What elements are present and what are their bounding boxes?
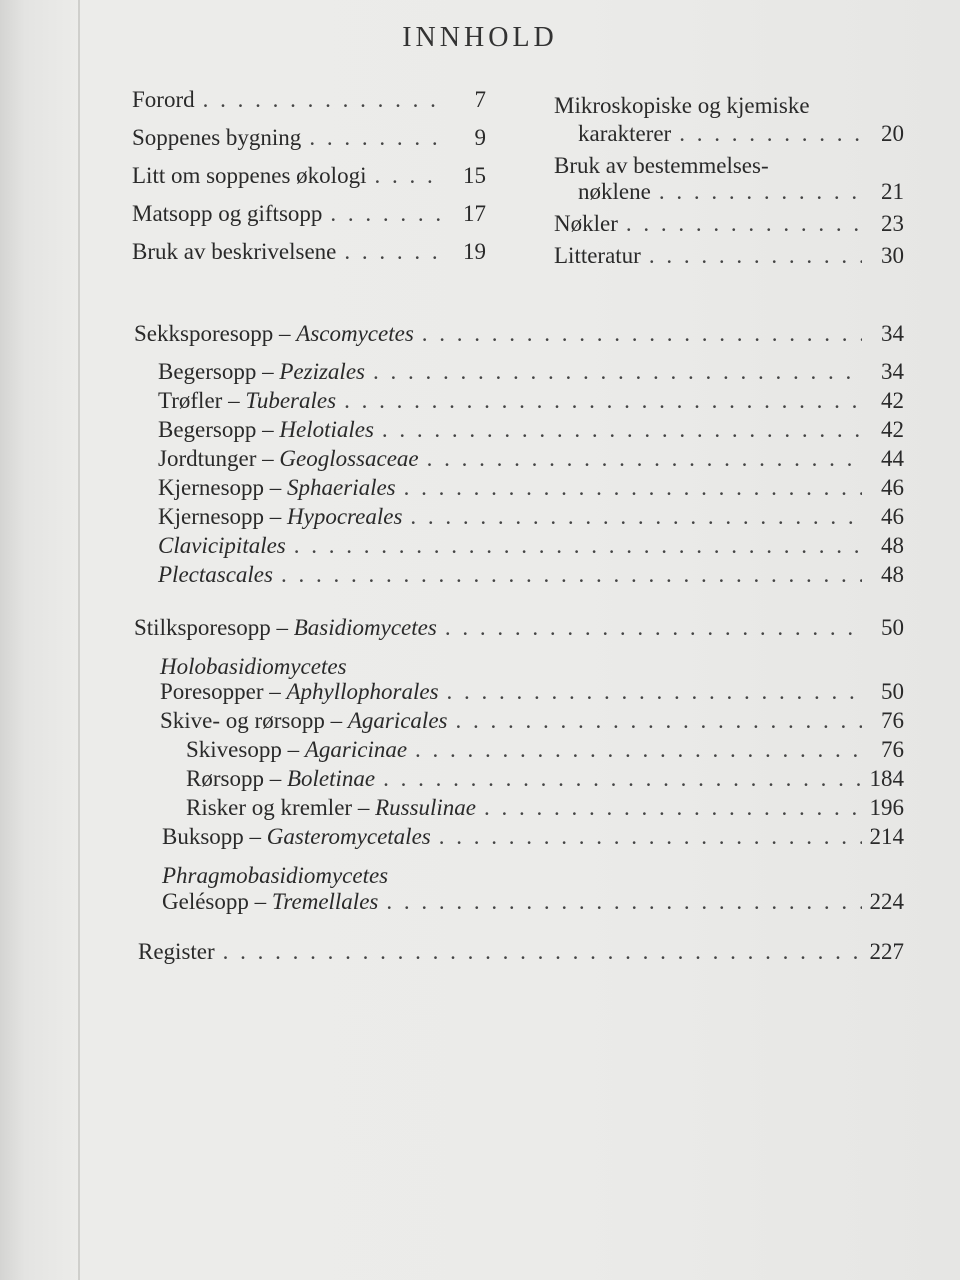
toc-entry[interactable]: Begersopp – Pezizales . . . 34 (158, 358, 904, 386)
toc-entry[interactable]: Skive- og rørsopp – Agaricales . . . 76 (160, 707, 904, 735)
toc-entry[interactable]: Kjernesopp – Sphaeriales . . . 46 (158, 474, 904, 502)
toc-entry[interactable]: Begersopp – Helotiales . . . 42 (158, 416, 904, 444)
toc-entry-register[interactable]: Register . . . 227 (138, 938, 904, 966)
toc-entry[interactable]: Plectascales . . . 48 (158, 561, 904, 589)
toc-entry[interactable]: Forord . . . 7 (132, 86, 486, 114)
toc-entry[interactable]: Nøkler . . . 23 (554, 210, 904, 238)
toc-entry[interactable]: Matsopp og giftsopp . . . 17 (132, 200, 486, 228)
toc-entry[interactable]: Buksopp – Gasteromycetales . . . 214 (162, 823, 904, 851)
toc-entry-label-line: Bruk av bestemmelses- (554, 153, 769, 178)
toc-entry[interactable]: Jordtunger – Geoglossaceae . . . 44 (158, 445, 904, 473)
toc-entry[interactable]: Soppenes bygning . . . 9 (132, 124, 486, 152)
toc-entry[interactable]: Risker og kremler – Russulinae . . . 196 (186, 794, 904, 822)
toc-entry[interactable]: karakterer . . . 20 (578, 120, 904, 148)
toc-entry[interactable]: Litt om soppenes økologi . . . 15 (132, 162, 486, 190)
toc-entry[interactable]: Skivesopp – Agaricinae . . . 76 (186, 736, 904, 764)
toc-entry[interactable]: Clavicipitales . . . 48 (158, 532, 904, 560)
toc-entry[interactable]: Poresopper – Aphyllophorales . . . 50 (160, 678, 904, 706)
page-title: INNHOLD (402, 22, 558, 53)
toc-entry[interactable]: nøklene . . . 21 (578, 178, 904, 206)
toc-entry[interactable]: Rørsopp – Boletinae . . . 184 (186, 765, 904, 793)
toc-entry[interactable]: Kjernesopp – Hypocreales . . . 46 (158, 503, 904, 531)
toc-entry[interactable]: Litteratur . . . 30 (554, 242, 904, 270)
toc-section-heading[interactable]: Sekksporesopp – Ascomycetes . . . 34 (134, 320, 904, 348)
page-gutter (78, 0, 80, 1280)
toc-entry[interactable]: Gelésopp – Tremellales . . . 224 (162, 888, 904, 916)
toc-subheading: Phragmobasidiomycetes (162, 863, 389, 888)
toc-entry[interactable]: Bruk av beskrivelsene . . . 19 (132, 238, 486, 266)
toc-entry[interactable]: Trøfler – Tuberales . . . 42 (158, 387, 904, 415)
toc-entry-label-line: Mikroskopiske og kjemiske (554, 93, 810, 118)
toc-section-heading[interactable]: Stilksporesopp – Basidiomycetes . . . 50 (134, 614, 904, 642)
toc-subheading: Holobasidiomycetes (160, 654, 347, 679)
